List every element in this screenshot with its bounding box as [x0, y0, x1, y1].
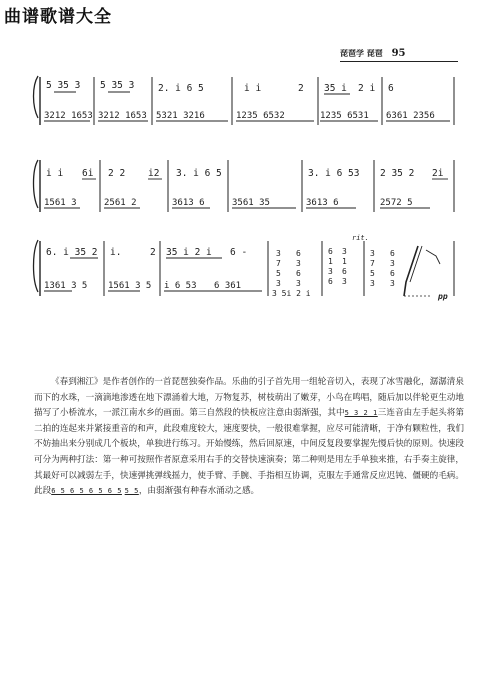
- r1-upper-m5a: 35 i: [324, 83, 347, 94]
- chord-note: 6: [296, 269, 301, 278]
- score-row-3: [34, 234, 455, 301]
- r2-upper-m1b: 6i: [82, 168, 94, 179]
- article-paragraph: [34, 375, 464, 500]
- chord-note: 3: [370, 249, 375, 258]
- chord-note: 3: [296, 259, 301, 268]
- r2-lower-m6: 2572 5: [380, 198, 413, 208]
- r2-lower-m2: 2561 2: [104, 198, 137, 208]
- chord-note: 7: [276, 259, 281, 268]
- chord-note: 7: [370, 259, 375, 268]
- prose-inline-notes-1: 5 3 2 1: [344, 409, 378, 418]
- chord-note: 1: [328, 257, 333, 266]
- chord-note: 3: [328, 267, 333, 276]
- r3-lower-m3a: i 6 53: [164, 281, 197, 291]
- r1-upper-m4a: i i: [244, 83, 262, 94]
- r1-lower-m4: 1235 6532: [236, 111, 285, 121]
- prose-inline-notes-3: 5 5: [124, 487, 139, 496]
- article-text: [34, 375, 464, 500]
- rit-mark: rit.: [352, 234, 369, 242]
- r2-lower-m4: 3561 35: [232, 198, 270, 208]
- r2-upper-m4: 3. i 6 53: [308, 168, 360, 179]
- r3-upper-m2a: i.: [110, 247, 122, 258]
- chord-note: 3: [390, 279, 395, 288]
- chord-note: 5: [276, 269, 281, 278]
- chord-note: 3: [342, 247, 347, 256]
- chord-note: 3: [370, 279, 375, 288]
- r2-upper-m5a: 2 35 2: [380, 168, 415, 179]
- r1-lower-m6: 6361 2356: [386, 111, 435, 121]
- prose-part-4: ，由弱渐强有种春水涌动之感。: [138, 486, 260, 497]
- chord-note: 3: [390, 259, 395, 268]
- chord-note: 6: [328, 277, 333, 286]
- chord-note: 6: [390, 249, 395, 258]
- r1-upper-m6: 6: [388, 83, 394, 94]
- r3-lower-m4: 3 5i 2 i: [272, 289, 311, 298]
- site-watermark: 曲谱歌谱大全: [4, 7, 112, 27]
- r3-upper-m1: 6. i 35 2: [46, 247, 98, 258]
- r1-lower-m3: 5321 3216: [156, 111, 205, 121]
- r2-lower-m1: 1561 3: [44, 198, 77, 208]
- r3-lower-m3b: 6 361: [214, 281, 242, 291]
- chord-note: 1: [342, 257, 347, 266]
- r1-lower-m1: 3212 1653: [44, 111, 93, 121]
- r3-upper-m4: 6 -: [230, 247, 248, 258]
- chord-note: 3: [342, 277, 347, 286]
- r1-upper-m5b: 2 i: [358, 83, 376, 94]
- prose-inline-notes-2: 6 5 6 5 6 5 6 5: [51, 487, 122, 496]
- r2-upper-m5b: 2i: [432, 168, 444, 179]
- r1-lower-m2: 3212 1653: [98, 111, 147, 121]
- r2-upper-m1a: i i: [46, 168, 64, 179]
- chord-note: 3: [276, 249, 281, 258]
- chord-note: 3: [276, 279, 281, 288]
- r3-lower-m2: 1561 3 5: [108, 281, 152, 291]
- r1-lower-m5: 1235 6531: [320, 111, 369, 121]
- chord-note: 3: [296, 279, 301, 288]
- prose-part-2: 三连音由左手起头将第二拍的: [34, 408, 464, 434]
- r2-lower-m5: 3613 6: [306, 198, 339, 208]
- chord-note: 6: [328, 247, 333, 256]
- header-title: 琵琶学 琵琶: [340, 48, 383, 58]
- chord-note: 5: [370, 269, 375, 278]
- r2-upper-m2a: 2 2: [108, 168, 126, 179]
- score-row-2: [34, 160, 455, 212]
- chord-note: 6: [342, 267, 347, 276]
- chord-note: 6: [296, 249, 301, 258]
- r2-upper-m3: 3. i 6 5: [176, 168, 222, 179]
- prose-part-3: 连起来并紧接重音的和声，此段难度较大，速度要快，一般很难掌握，应尽可能清晰，于净有颗粒性，我们不妨抽出来分别成几个板块，单独进行练习。开始慢练，然后回原速，中间反复段要掌握先慢后快的原则。快速段可分为两种打法：第一种可按照作者原意采用右手的交替快速演奏；第二种则是用左手单独来推，右手奏主旋律，其最好可以减弱左手，快速弹挑弹线摇力，使手臂、手腕、手指相互协调，克服左手通常反应迟钝、僵硬的毛病。此段: [34, 423, 464, 497]
- dynamic-pp: pp: [438, 292, 448, 301]
- r1-upper-m2: 5 35 3: [100, 80, 135, 91]
- r1-upper-m1: 5 35 3: [46, 80, 81, 91]
- page-number: 95: [391, 48, 406, 59]
- r1-upper-m4b: 2: [298, 83, 304, 94]
- score-row-1: [34, 76, 455, 125]
- chord-note: 6: [390, 269, 395, 278]
- prose-part-1: 《春到湘江》是作者创作的一首琵琶独奏作品。乐曲的引子首先用一组轮音切入，表现了冰雪融化，潺潺清泉而下的水珠，一滴滴地渗透在地下漂涌着大地，万物复苏，树枝萌出了嫩芽，小鸟在鸣唱，随后加以伴轮更生动地描写了小桥流水，一派江南水乡的画面。第三自然段的快板应注意由弱渐强，其中: [34, 377, 464, 419]
- r2-lower-m3: 3613 6: [172, 198, 205, 208]
- r3-upper-m3: 35 i 2 i: [166, 247, 212, 258]
- r2-upper-m2b: i2: [148, 168, 160, 179]
- r3-lower-m1: 1361 3 5: [44, 281, 88, 291]
- r3-upper-m2b: 2: [150, 247, 156, 258]
- r1-upper-m3: 2. i 6 5: [158, 83, 204, 94]
